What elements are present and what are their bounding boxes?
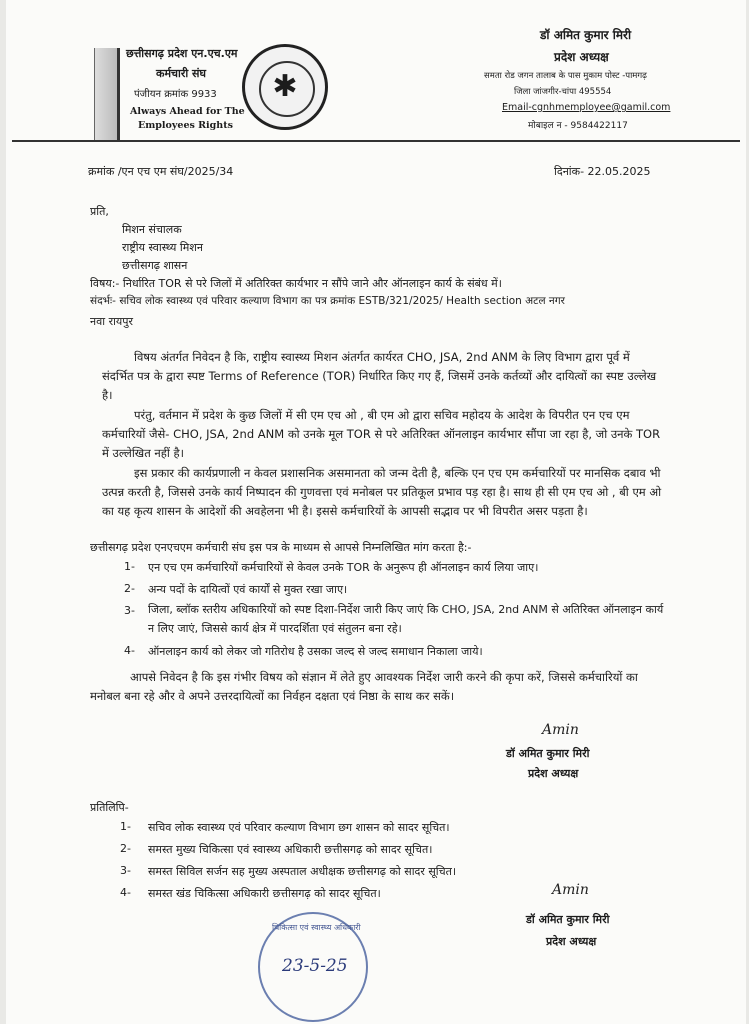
copy-4-text: समस्त खंड चिकित्सा अधिकारी छत्तीसगढ़ को सादर सूचित। [148, 887, 381, 900]
org-name-line2: कर्मचारी संघ [156, 67, 206, 80]
reference-number: क्रमांक /एन एच एम संघ/2025/34 [88, 165, 234, 178]
copies-heading: प्रतिलिपि- [90, 801, 129, 814]
demand-2-text: अन्य पदों के दायित्वों एवं कार्यों से मुक्त रखा जाए। [148, 583, 348, 596]
body-paragraph-1: विषय अंतर्गत निवेदन है कि, राष्ट्रीय स्वास्थ्य मिशन अंतर्गत कार्यरत CHO, JSA, 2nd ANM के लिए विभाग द्वारा पूर्व में संदर्भित पत्र के द्वारा स्पष्ट Terms of Reference (TOR) निर्धारित किए गए हैं, जिसमें उनके कर्तव्यों और दायित्वों का स्पष्ट उल्लेख है। [102, 350, 657, 402]
subject-line [90, 276, 502, 291]
sender-mobile: मोबाइल न - 9584422117 [528, 121, 628, 131]
demand-3-text: जिला, ब्लॉक स्तरीय अधिकारियों को स्पष्ट दिशा-निर्देश जारी किए जाएं कि CHO, JSA, 2nd ANM से अतिरिक्त ऑनलाइन कार्य न लिए जाएं, जिससे कार्य क्षेत्र में पारदर्शिता एवं संतुलन बना रहे। [148, 603, 664, 635]
addressee-line1: मिशन संचालक [122, 223, 182, 236]
copy-3-number: 3- [120, 864, 131, 877]
signature-2-name: डॉ अमित कुमार मिरी [526, 913, 610, 926]
copy-3-text: समस्त सिविल सर्जन सह मुख्य अस्पताल अधीक्षक छत्तीसगढ़ को सादर सूचित। [148, 865, 457, 878]
tagline-line1: Always Ahead for The [130, 106, 245, 117]
reference-text-cont: नवा रायपुर [90, 315, 134, 328]
signature-1-mark: Amin [542, 722, 579, 738]
addressee-line2: राष्ट्रीय स्वास्थ्य मिशन [122, 241, 203, 254]
body-demand-intro: छत्तीसगढ़ प्रदेश एनएचएम कर्मचारी संघ इस पत्र के माध्यम से आपसे निम्नलिखित मांग करता है:- [90, 541, 472, 554]
demand-2-number: 2- [124, 582, 135, 595]
seal-ring-text: चिकित्सा एवं स्वास्थ्य अधिकारी [272, 923, 361, 932]
letter-page [6, 0, 746, 1024]
copy-2-number: 2- [120, 842, 131, 855]
signature-1-name: डॉ अमित कुमार मिरी [506, 747, 590, 760]
copy-1-number: 1- [120, 820, 131, 833]
signature-2-mark: Amin [552, 882, 589, 898]
seal-handwritten-date: 23-5-25 [282, 956, 348, 976]
signature-2-title: प्रदेश अध्यक्ष [546, 935, 597, 948]
org-name-line1: छत्तीसगढ़ प्रदेश एन.एच.एम [126, 47, 238, 60]
reference-text: सचिव लोक स्वास्थ्य एवं परिवार कल्याण विभाग का पत्र क्रमांक ESTB/321/2025/ Health section अटल नगर [119, 295, 565, 307]
received-seal-stamp [258, 912, 368, 1022]
sender-title: प्रदेश अध्यक्ष [554, 50, 609, 64]
demand-1-number: 1- [124, 560, 135, 573]
copy-2-text: समस्त मुख्य चिकित्सा एवं स्वास्थ्य अधिकारी छत्तीसगढ़ को सादर सूचित। [148, 843, 433, 856]
copy-4-number: 4- [120, 886, 131, 899]
reference-line [90, 294, 565, 308]
demand-4-text: ऑनलाइन कार्य को लेकर जो गतिरोध है उसका जल्द से जल्द समाधान निकाला जाये। [148, 645, 483, 658]
signature-1-title: प्रदेश अध्यक्ष [528, 767, 579, 780]
org-logo-block [94, 48, 120, 140]
letterhead-divider [12, 140, 740, 142]
sender-email: Email-cgnhmemployee@gamil.com [502, 102, 671, 113]
demand-3-number: 3- [124, 604, 135, 617]
demand-1-text: एन एच एम कर्मचारियों कर्मचारियों से केवल उनके TOR के अनुरूप ही ऑनलाइन कार्य लिया जाए। [148, 561, 539, 574]
addressee-line3: छत्तीसगढ़ शासन [122, 259, 188, 272]
closing-paragraph: आपसे निवेदन है कि इस गंभीर विषय को संज्ञान में लेते हुए आवश्यक निर्देश जारी करने की कृपा करें, जिससे कर्मचारियों का मनोबल बना रहे और वे अपने उत्तरदायित्वों का निर्वहन दक्षता एवं निष्ठा के साथ कर सकें। [90, 670, 638, 703]
registration-number: पंजीयन क्रमांक 9933 [134, 89, 217, 100]
reference-label: संदर्भः- [90, 295, 116, 307]
sender-address-line1: समता रोड जगन तालाब के पास मुकाम पोस्ट -पामगढ़ [484, 71, 647, 81]
addressee-prati: प्रति, [90, 205, 109, 218]
tagline-line2: Employees Rights [138, 120, 233, 131]
demand-4-number: 4- [124, 644, 135, 657]
subject-label: विषय:- [90, 277, 123, 290]
sender-address-line2: जिला जांजगीर-चांपा 495554 [514, 87, 612, 97]
body-paragraph-2: परंतु, वर्तमान में प्रदेश के कुछ जिलों में सी एम एच ओ , बी एम ओ द्वारा सचिव महोदय के आदेश के विपरीत एन एच एम कर्मचारियों जैसे- CHO, JSA, 2nd ANM को उनके मूल TOR से परे अतिरिक्त ऑनलाइन कार्यभार सौंपा जा रहा है, जो उनके TOR में उल्लेखित नहीं है। [102, 408, 661, 460]
letter-date: दिनांक- 22.05.2025 [554, 165, 651, 178]
emblem-wheel-icon: ✱ [272, 69, 298, 104]
body-paragraph-3: इस प्रकार की कार्यप्रणाली न केवल प्रशासनिक असमानता को जन्म देती है, बल्कि एन एच एम कर्मचारियों पर मानसिक दबाव भी उत्पन्न करती है, जिससे उनके कार्य निष्पादन की गुणवत्ता एवं मनोबल पर प्रतिकूल प्रभाव पड़ रहा है। साथ ही सी एम एच ओ , बी एम ओ का यह कृत्य शासन के आदेशों की अवहेलना भी है। इससे कर्मचारियों के आपसी सद्भाव पर भी विपरीत असर पड़ता है। [102, 466, 662, 518]
copy-1-text: सचिव लोक स्वास्थ्य एवं परिवार कल्याण विभाग छग शासन को सादर सूचित। [148, 821, 450, 834]
union-emblem [242, 44, 328, 130]
sender-name: डॉ अमित कुमार मिरी [540, 28, 632, 42]
subject-text: निर्धारित TOR से परे जिलों में अतिरिक्त कार्यभार न सौंपे जाने और ऑनलाइन कार्य के संबंध में। [122, 277, 502, 290]
